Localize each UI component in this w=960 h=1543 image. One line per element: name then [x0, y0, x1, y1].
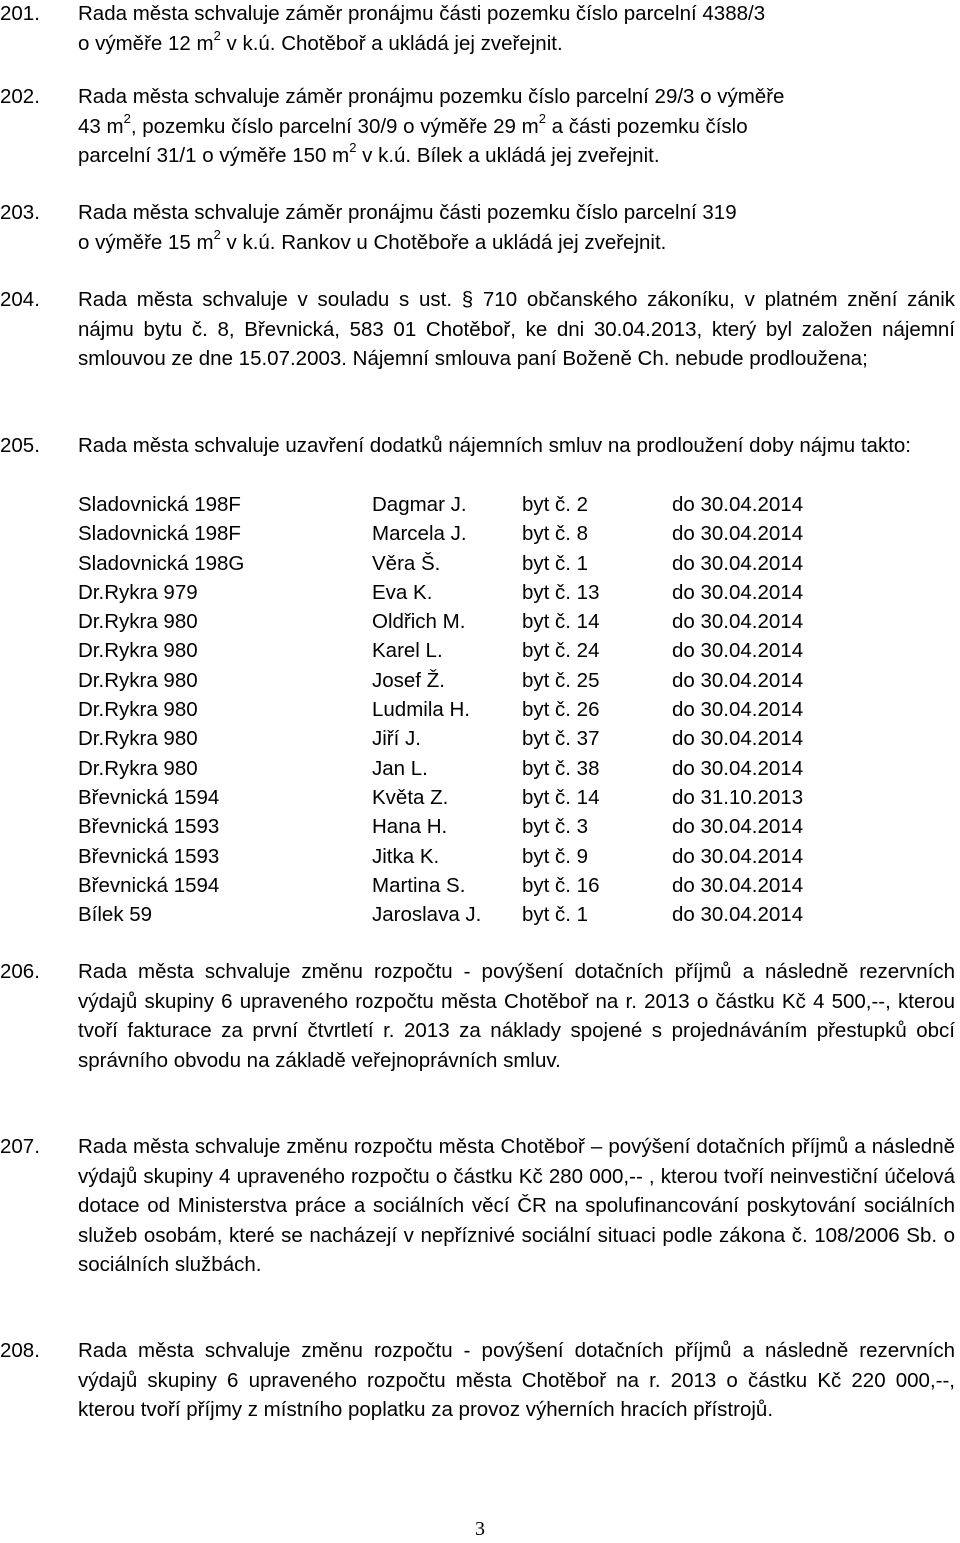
lease-tenant: Věra Š. [372, 551, 441, 575]
resolution-202 [0, 82, 960, 172]
lease-flat: byt č. 16 [522, 873, 600, 897]
lease-until: do 30.04.2014 [672, 756, 804, 780]
lease-address: Sladovnická 198G [78, 551, 245, 575]
lease-address: Břevnická 1594 [78, 785, 220, 809]
resolution-line [78, 228, 955, 258]
lease-until: do 30.04.2014 [672, 522, 804, 546]
resolution-204 [0, 285, 960, 405]
lease-flat: byt č. 24 [522, 639, 600, 663]
text-span: v k.ú. Rankov u Chotěboře a ukládá jej zveřejnit. [220, 230, 667, 254]
text-span: o výměře 15 m [78, 230, 214, 254]
lease-flat: byt č. 9 [522, 844, 589, 868]
lease-until: do 31.10.2013 [672, 785, 804, 809]
text-span: a části pozemku číslo [545, 114, 748, 138]
lease-flat: byt č. 8 [522, 522, 589, 546]
resolution-line [78, 29, 955, 59]
resolution-208 [0, 1336, 960, 1456]
lease-until: do 30.04.2014 [672, 493, 804, 516]
lease-tenant: Josef Ž. [372, 668, 445, 692]
lease-tenant: Ludmila H. [372, 698, 470, 722]
lease-until: do 30.04.2014 [672, 844, 804, 868]
table-row [78, 490, 872, 519]
text-span: o výměře 12 m [78, 31, 214, 55]
lease-address: Dr.Rykra 980 [78, 698, 198, 722]
lease-address: Dr.Rykra 980 [78, 639, 198, 663]
lease-address: Dr.Rykra 980 [78, 610, 198, 634]
lease-until: do 30.04.2014 [672, 551, 804, 575]
resolution-number: 204. [0, 288, 40, 311]
resolution-number: 206. [0, 960, 40, 983]
resolution-line [78, 112, 955, 142]
lease-address: Dr.Rykra 980 [78, 756, 198, 780]
table-row [78, 754, 872, 783]
lease-address: Břevnická 1594 [78, 873, 220, 897]
lease-flat: byt č. 38 [522, 756, 600, 780]
lease-flat: byt č. 37 [522, 727, 600, 751]
lease-tenant: Martina S. [372, 873, 466, 897]
table-row [78, 549, 872, 578]
lease-address: Dr.Rykra 979 [78, 580, 198, 604]
resolution-text [78, 82, 955, 171]
resolution-text: Rada města schvaluje uzavření dodatků nájemních smluv na prodloužení doby nájmu takto: [78, 434, 912, 457]
resolution-text: Rada města schvaluje změnu rozpočtu - povýšení dotačních příjmů a následně rezervních výdajů skupiny 6 upraveného rozpočtu města Chotěboř na r. 2013 o částku Kč 220 000,--, kterou tvoří příjmy z místního poplatku za provoz výherních hracích přístrojů. [78, 1339, 955, 1421]
table-row [78, 607, 872, 636]
resolution-201 [0, 0, 960, 59]
lease-tenant: Karel L. [372, 639, 443, 663]
lease-until: do 30.04.2014 [672, 873, 804, 897]
text-span: v k.ú. Chotěboř a ukládá jej zveřejnit. [220, 31, 563, 55]
lease-flat: byt č. 1 [522, 903, 589, 927]
table-row [78, 842, 872, 871]
lease-flat: byt č. 13 [522, 580, 600, 604]
lease-address: Dr.Rykra 980 [78, 668, 198, 692]
resolution-number: 205. [0, 434, 40, 457]
resolution-line: Rada města schvaluje záměr pronájmu části pozemku číslo parcelní 4388/3 [78, 2, 766, 25]
lease-tenant: Dagmar J. [372, 493, 467, 516]
lease-table [78, 490, 872, 929]
lease-address: Dr.Rykra 980 [78, 727, 198, 751]
resolution-text: Rada města schvaluje v souladu s ust. § 710 občanského zákoníku, v platném znění zánik nájmu bytu č. 8, Břevnická, 583 01 Chotěboř, ke dni 30.04.2013, který byl založen nájemní smlouvou ze dne 15.07.2003. Nájemní smlouva paní Boženě Ch. nebude prodloužena; [78, 288, 955, 370]
lease-address: Břevnická 1593 [78, 815, 220, 839]
lease-address: Bílek 59 [78, 903, 153, 927]
lease-tenant: Jan L. [372, 756, 428, 780]
resolution-line: Rada města schvaluje záměr pronájmu části pozemku číslo parcelní 319 [78, 201, 737, 224]
resolution-line: Rada města schvaluje záměr pronájmu pozemku číslo parcelní 29/3 o výměře [78, 85, 785, 108]
lease-until: do 30.04.2014 [672, 668, 804, 692]
table-row [78, 666, 872, 695]
table-row [78, 519, 872, 548]
resolution-line [78, 141, 955, 171]
table-row [78, 695, 872, 724]
table-row [78, 783, 872, 812]
lease-address: Sladovnická 198F [78, 493, 241, 516]
table-row [78, 812, 872, 841]
lease-flat: byt č. 1 [522, 551, 589, 575]
lease-address: Sladovnická 198F [78, 522, 241, 546]
resolution-number: 202. [0, 85, 40, 108]
text-span: , pozemku číslo parcelní 30/9 o výměře 29 m [130, 114, 539, 138]
superscript: 2 [213, 226, 221, 242]
text-span: v k.ú. Bílek a ukládá jej zveřejnit. [356, 144, 660, 167]
lease-tenant: Jitka K. [372, 844, 440, 868]
lease-tenant: Marcela J. [372, 522, 467, 546]
superscript: 2 [213, 27, 221, 43]
lease-flat: byt č. 2 [522, 493, 589, 516]
resolution-number: 203. [0, 201, 40, 224]
text-span: parcelní 31/1 o výměře 150 m [78, 144, 350, 167]
table-row [78, 636, 872, 665]
resolution-text: Rada města schvaluje změnu rozpočtu města Chotěboř – povýšení dotačních příjmů a následně výdajů skupiny 4 upraveného rozpočtu o částku Kč 280 000,-- , kterou tvoří neinvestiční účelová dotace od Ministerstva práce a sociálních věcí ČR na spolufinancování poskytování sociálních služeb osobám, které se nacházejí v nepříznivé sociální situaci podle zákona č. 108/2006 Sb. o sociálních službách. [78, 1135, 955, 1276]
superscript: 2 [349, 140, 357, 156]
lease-until: do 30.04.2014 [672, 903, 804, 927]
lease-tenant: Jiří J. [372, 727, 421, 751]
lease-tenant: Eva K. [372, 580, 433, 604]
lease-flat: byt č. 14 [522, 610, 600, 634]
lease-tenant: Oldřich M. [372, 610, 466, 634]
resolution-206 [0, 957, 960, 1107]
lease-until: do 30.04.2014 [672, 727, 804, 751]
lease-flat: byt č. 26 [522, 698, 600, 722]
resolution-number: 201. [0, 2, 40, 25]
lease-tenant: Hana H. [372, 815, 448, 839]
table-row [78, 900, 872, 929]
superscript: 2 [538, 110, 546, 126]
superscript: 2 [123, 110, 131, 126]
lease-tenant: Květa Z. [372, 785, 449, 809]
lease-address: Břevnická 1593 [78, 844, 220, 868]
lease-tenant: Jaroslava J. [372, 903, 482, 927]
lease-flat: byt č. 3 [522, 815, 589, 839]
page-number: 3 [475, 1518, 485, 1540]
resolution-207 [0, 1132, 960, 1312]
lease-flat: byt č. 14 [522, 785, 600, 809]
resolution-text [78, 198, 955, 257]
lease-until: do 30.04.2014 [672, 698, 804, 722]
resolution-text: Rada města schvaluje změnu rozpočtu - povýšení dotačních příjmů a následně rezervních výdajů skupiny 6 upraveného rozpočtu města Chotěboř na r. 2013 o částku Kč 4 500,--, kterou tvoří fakturace za první čtvrtletí r. 2013 za náklady spojené s projednáváním přestupků obcí správního obvodu na základě veřejnoprávních smluv. [78, 960, 955, 1072]
lease-flat: byt č. 25 [522, 668, 600, 692]
lease-until: do 30.04.2014 [672, 639, 804, 663]
resolution-203 [0, 198, 960, 258]
text-span: 43 m [78, 114, 124, 138]
resolution-text [78, 0, 955, 58]
table-row [78, 871, 872, 900]
resolution-number: 207. [0, 1135, 40, 1158]
resolution-number: 208. [0, 1339, 40, 1362]
table-row [78, 724, 872, 753]
lease-until: do 30.04.2014 [672, 580, 804, 604]
lease-until: do 30.04.2014 [672, 610, 804, 634]
table-row [78, 578, 872, 607]
lease-until: do 30.04.2014 [672, 815, 804, 839]
